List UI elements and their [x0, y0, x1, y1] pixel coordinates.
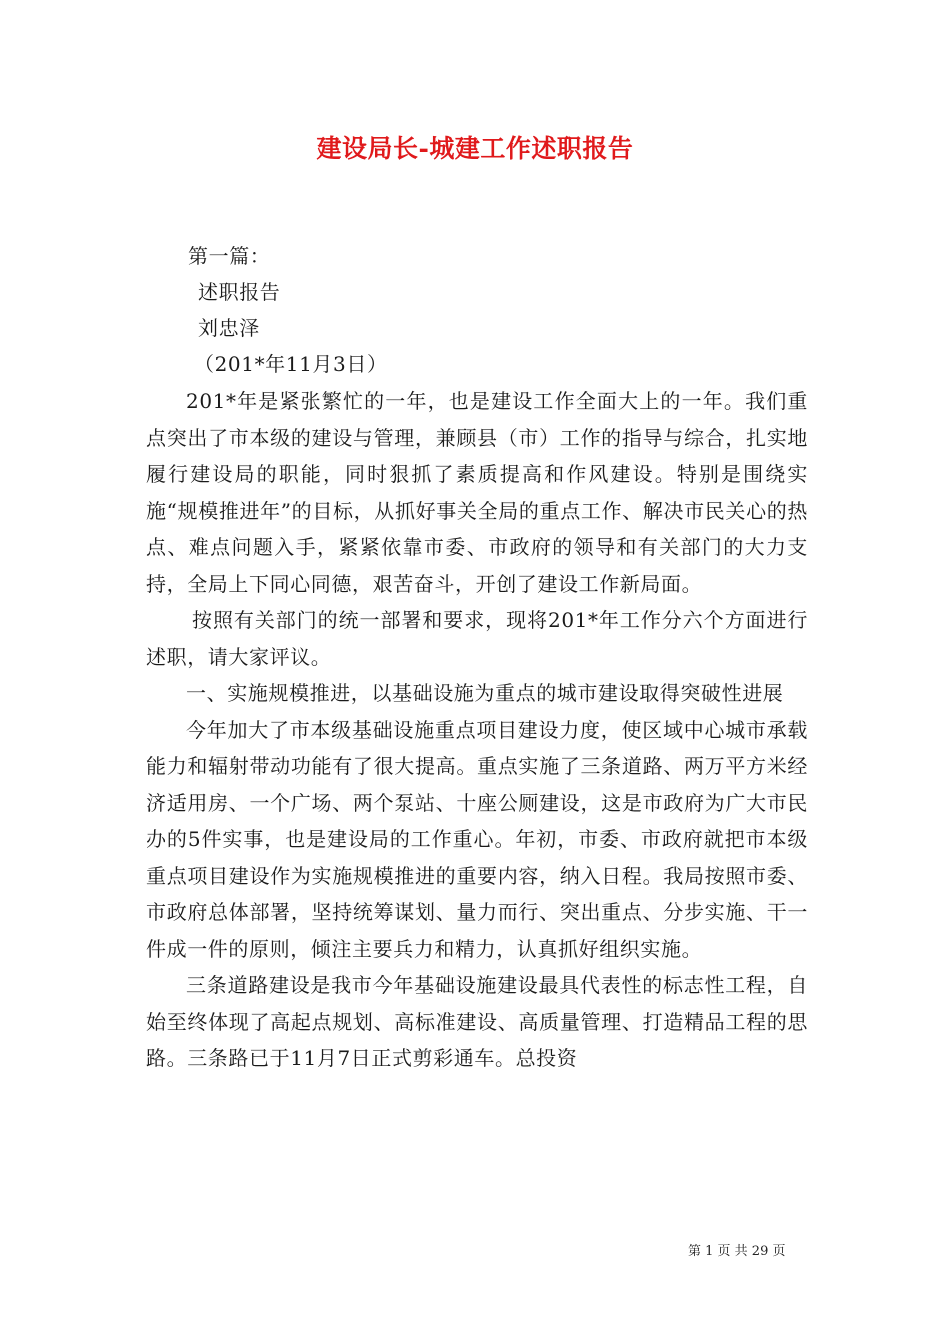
heading-author: 刘忠泽 — [198, 316, 260, 340]
document-title: 建设局长-城建工作述职报告 — [316, 134, 634, 163]
paragraph: 今年加大了市本级基础设施重点项目建设力度，使区域中心城市承载能力和辐射带动功能有了很大提高。重点实施了三条道路、两万平方米经济适用房、一个广场、两个泵站、十座公厕建设，这是市政府为广大市民办的5件实事，也是建设局的工作重心。年初，市委、市政府就把市本级重点项目建设作为实施规模推进的重要内容，纳入日程。我局按照市委、市政府总体部署，坚持统筹谋划、量力而行、突出重点、分步实施、干一件成一件的原则，倾注主要兵力和精力，认真抓好组织实施。 — [146, 717, 808, 961]
paragraph-section-heading: 一、实施规模推进，以基础设施为重点的城市建设取得突破性进展 — [186, 681, 784, 705]
heading-date: （201*年11月3日） — [194, 352, 388, 376]
paragraph: 三条道路建设是我市今年基础设施建设最具代表性的标志性工程，自始至终体现了高起点规划、高标准建设、高质量管理、打造精品工程的思路。三条路已于11月7日正式剪彩通车。总投资 — [146, 973, 808, 1070]
heading-part: 第一篇： — [188, 244, 271, 268]
page-number: 第 1 页 共 29 页 — [688, 1244, 786, 1259]
paragraph: 按照有关部门的统一部署和要求，现将201*年工作分六个方面进行述职，请大家评议。 — [146, 608, 808, 669]
paragraph: 201*年是紧张繁忙的一年，也是建设工作全面大上的一年。我们重点突出了市本级的建设与管理，兼顾县（市）工作的指导与综合，扎实地履行建设局的职能，同时狠抓了素质提高和作风建设。特别是围绕实施“规模推进年”的目标，从抓好事关全局的重点工作、解决市民关心的热点、难点问题入手，紧紧依靠市委、市政府的领导和有关部门的大力支持，全局上下同心同德，艰苦奋斗，开创了建设工作新局面。 — [146, 389, 808, 596]
heading-report: 述职报告 — [198, 280, 281, 304]
